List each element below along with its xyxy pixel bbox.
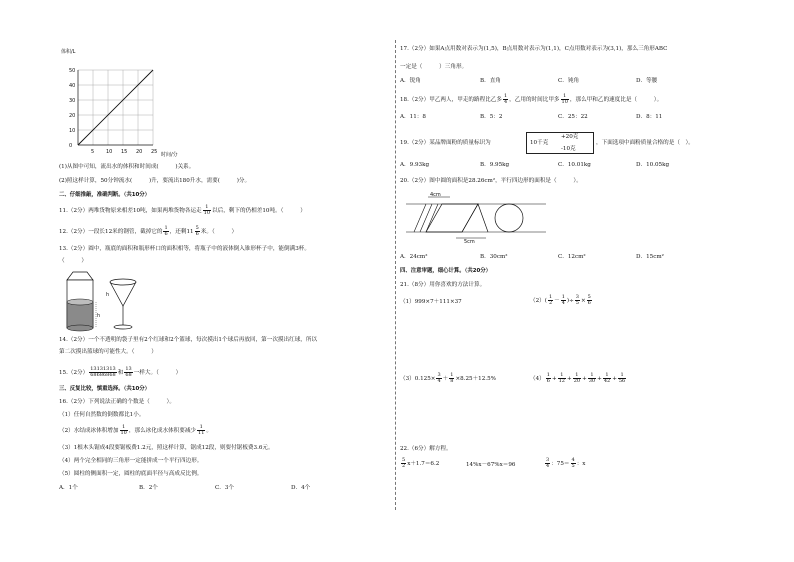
x-tick-label: 25 [151,149,158,155]
q21-expr-1: （1）999×7＋111×37 [400,299,462,305]
q22-3-text-b: ：x [576,461,586,467]
q22-1-text: x＋1.7＝6.2 [407,461,440,467]
q18-text-b: ，乙用的时间比甲多 [509,97,560,103]
q12-text-b: ，还剩11 [169,229,194,235]
y-tick-label: 0 [69,143,73,149]
q11-text-a: 11.（2分）两堆货物原来相差10吨，如果两堆货物各运走 [59,208,202,214]
q22-equation-1 [400,458,439,469]
q18-option-d[interactable]: D．8：11 [636,114,663,120]
bottom-dimension-label: 5cm [464,239,475,245]
q21-expr-4: （4） $\frac{1}{6}$ + $\frac{1}{12}$ + $\frac{1}{20}$ + $\frac{1}{30}$ + $\frac{1}{42}$ + $\frac{1}{56}$ [530,372,626,384]
q12-fraction-1: $\frac{1}{6}$ [164,225,168,237]
q21-expr-2 [530,295,593,306]
q12-fraction-2: $\frac{5}{6}$ [195,225,199,237]
q21-4-fraction-1: $\frac{1}{6}$ [546,372,550,384]
q16: 16.（2分）下列说法正确的个数是（ ）。 [59,399,175,405]
q16-2-text-c: 。 [206,428,212,434]
q20: 20.（2分）图中圆的面积是28.26cm²，平行四边形的面积是（ ）。 [400,178,582,184]
q14-line-1: 14.（2分）一个不透明的袋子里有2个红球和2个篮球，每次摸出1个球后再放回，第一次摸出红球，所以 [59,337,318,343]
q17-line-1: 17.（2分）如果A点用数对表示为(1,5)，B点用数对表示为(1,1)，C点用数对表示为(3,1)，那么三角形ABC [400,46,668,52]
q21-3-text-a: （3）0.125× [400,376,436,382]
q15-text-a: 15.（2分） [59,370,89,376]
q16-statement-3: （3）1根木头锯成4段要锯板费1.2元，照这样计算，锯成12段，则要付锯板费3.6元。 [59,445,274,451]
q16-option-b[interactable]: B．2个 [139,485,158,491]
q12-text-c: 米。（ ） [200,229,238,235]
q16-option-c[interactable]: C．3个 [215,485,235,491]
q21-2-fraction-2: $\frac{1}{4}$ [561,294,565,306]
y-tick-label: 50 [69,68,76,74]
y-tick-label: 30 [69,98,76,104]
q22-equation-2: 14%x－67%x＝96 [466,462,516,468]
q22-3-fraction-2: $\frac{4}{5}$ [571,457,575,469]
q16-2-fraction-1: $\frac{1}{10}$ [120,424,127,436]
q19-box-lower: -10克 [561,146,576,152]
q22-1-fraction: $\frac{5}{2}$ [402,457,406,469]
q11 [59,205,306,216]
section-3-heading: 三、反复比较，慎重选择。（共10分） [59,386,151,392]
q19-option-b[interactable]: B．9.95kg [480,162,510,168]
top-dimension-label: 4cm [430,192,441,198]
x-tick-label: 15 [121,149,128,155]
q18-option-b[interactable]: B．5：2 [480,114,503,120]
y-tick-label: 40 [69,83,76,89]
y-tick-label: 10 [69,128,76,134]
q18 [400,94,662,105]
graph-y-ticks [69,68,75,149]
graph-x-ticks [91,149,157,155]
q17-option-b[interactable]: B．直角 [480,78,501,84]
q22-equation-3 [544,458,585,469]
cylinder-height-label: h [97,313,101,319]
cone-height-label: h [106,292,110,298]
q16-option-d[interactable]: D．4个 [291,485,311,491]
q17-option-c[interactable]: C．钝角 [558,78,580,84]
q15-text-c: 一样大。（ ） [133,370,182,376]
q21-2-fraction-3: $\frac{3}{5}$ [575,294,579,306]
q21-3-text-c: ×8.25＋12.5% [455,376,496,382]
x-tick-label: 10 [106,149,113,155]
q21-2-text-b: － [554,298,560,304]
graph-ylabel: 体积/L [61,49,76,55]
q14-line-2: 第二次摸出篮球的可能性大。（ ） [59,349,157,355]
q21-4-fraction-2: $\frac{1}{12}$ [558,372,565,384]
graph-xlabel: 时间/分 [161,152,178,158]
column-divider [395,40,396,510]
q20-option-c[interactable]: C．12cm² [558,254,586,260]
q19-text-b: ，下面选项中面粉质量合格的是（ ）。 [596,140,694,146]
q21-2-text-a: （2）( [530,298,547,304]
q19-box-upper: +20克 [561,134,579,140]
q16-statement-2 [59,425,212,436]
circle [495,204,523,232]
cylinder-liquid [67,302,93,328]
q16-option-a[interactable]: A．1个 [59,485,78,491]
q22: 22.（6分）解方程。 [400,446,452,452]
q21-4-fraction-3: $\frac{1}{20}$ [573,372,581,384]
cone-glass-rim [110,279,136,285]
volume-time-graph [61,48,181,163]
q21-4-fraction-6: $\frac{1}{56}$ [618,372,626,384]
q20-option-b[interactable]: B．30cm² [480,254,508,260]
q18-text-c: ，那么甲和乙的速度比是（ ）。 [569,97,663,103]
q19-option-a[interactable]: A．9.93kg [400,162,430,168]
q21-2-fraction-1: $\frac{1}{2}$ [548,294,553,306]
q18-fraction-1: $\frac{1}{4}$ [503,93,508,105]
q20-parallelogram-circle-figure [406,192,556,244]
cylinder-and-cone-glass-figure [63,272,143,332]
cone-glass-bowl [110,282,136,306]
x-tick-label: 20 [136,149,143,155]
cylinder-liquid-top [67,299,93,305]
q11-fraction: $\frac{1}{10}$ [203,204,211,216]
q18-option-c[interactable]: C．25：22 [558,114,588,120]
q13-line-2: （ ） [59,258,87,264]
q21-2-text-c: )÷ [566,298,574,304]
q21-4-fraction-5: $\frac{1}{42}$ [603,372,611,384]
q13-line-1: 13.（2分）圆中，瓶底的面积和瓶形杯口的面积相等，将瓶子中的液体倒入锥形杯子中，能倒满3杯。 [59,246,310,252]
triangle [462,204,488,232]
q17-option-d[interactable]: D．等腰 [636,78,658,84]
q21-4-text-a: （4） [530,376,545,382]
q19-text-a: 19.（2分）某品牌面粉的质量标识为 [400,140,491,146]
y-tick-label: 20 [69,113,76,119]
q18-fraction-2: $\frac{1}{10}$ [561,93,568,105]
q19-option-c[interactable]: C．10.01kg [558,162,591,168]
q18-option-a[interactable]: A．11：8 [400,114,426,120]
q15 [59,367,181,378]
cylinder-bottom [67,325,93,331]
q16-2-text-a: （2）水结成冰体积增加 [59,428,119,434]
q18-text-a: 18.（2分）甲乙两人，甲走的路程比乙多 [400,97,502,103]
q16-2-text-b: ，那么冰化成水体积要减少 [128,428,197,434]
q21-3-fraction-2: $\frac{1}{8}$ [450,372,454,384]
q12-text-a: 12.（2分）一段长12米的钢管，截掉它的 [59,229,163,235]
q21-2-fraction-4: $\frac{5}{6}$ [587,294,591,306]
q21-2-text-d: × [580,298,586,304]
q22-3-fraction-1: $\frac{3}{4}$ [546,457,550,469]
section-2-heading: 二、仔细推敲，准确判断。（共10分） [59,192,151,198]
q19-option-d[interactable]: D．10.05kg [636,162,670,168]
q15-text-b: 和 [117,370,124,376]
q19-box-value: 10千克 [530,140,549,146]
graph-data-line [78,70,153,145]
q16-statement-5: （5）圆柱的侧面积一定，圆柱的底面半径与高成反比例。 [59,471,203,477]
q20-option-d[interactable]: D．15cm² [636,254,664,260]
q21: 21.（8分）用你喜欢的方法计算。 [400,282,486,288]
q15-fraction-1: $\frac{13131313}{68686868}$ [90,366,116,378]
q16-statement-1: （1）任何自然数的倒数都比1小。 [59,412,145,418]
q21-3-fraction-1: $\frac{3}{4}$ [437,372,441,384]
q17-option-a[interactable]: A．锐角 [400,78,421,84]
q19-mass-label-box [526,132,594,154]
q21-4-fraction-4: $\frac{1}{30}$ [588,372,596,384]
q10-part2: (2)照这样计算，50分钟流水( )升，要流出180升水，需要( )分。 [59,178,251,184]
q21-3-text-b: ＋ [442,376,449,382]
q11-text-b: 以后，剩下的仍相差10吨。（ ） [212,208,306,214]
q10-part1: (1)从图中可知，流出水的体积和时间成( )关系。 [59,164,195,170]
q16-2-fraction-2: $\frac{1}{11}$ [198,424,205,436]
q22-3-text-a: ：75＝ [551,461,570,467]
q20-option-a[interactable]: A．24cm² [400,254,428,260]
section-4-heading: 四、注意审题，细心计算。（共20分） [400,268,492,274]
q15-fraction-2: $\frac{13}{68}$ [125,366,132,378]
x-tick-label: 5 [91,149,95,155]
cone-glass-base [114,325,132,329]
q16-statement-4: （4）两个完全相同的三角形一定能拼成一个平行四边形。 [59,458,203,464]
q17-line-2: 一定是（ ）三角形。 [400,64,468,70]
cylinder-cap [67,272,93,280]
q12 [59,226,237,237]
q21-expr-3 [400,373,496,384]
